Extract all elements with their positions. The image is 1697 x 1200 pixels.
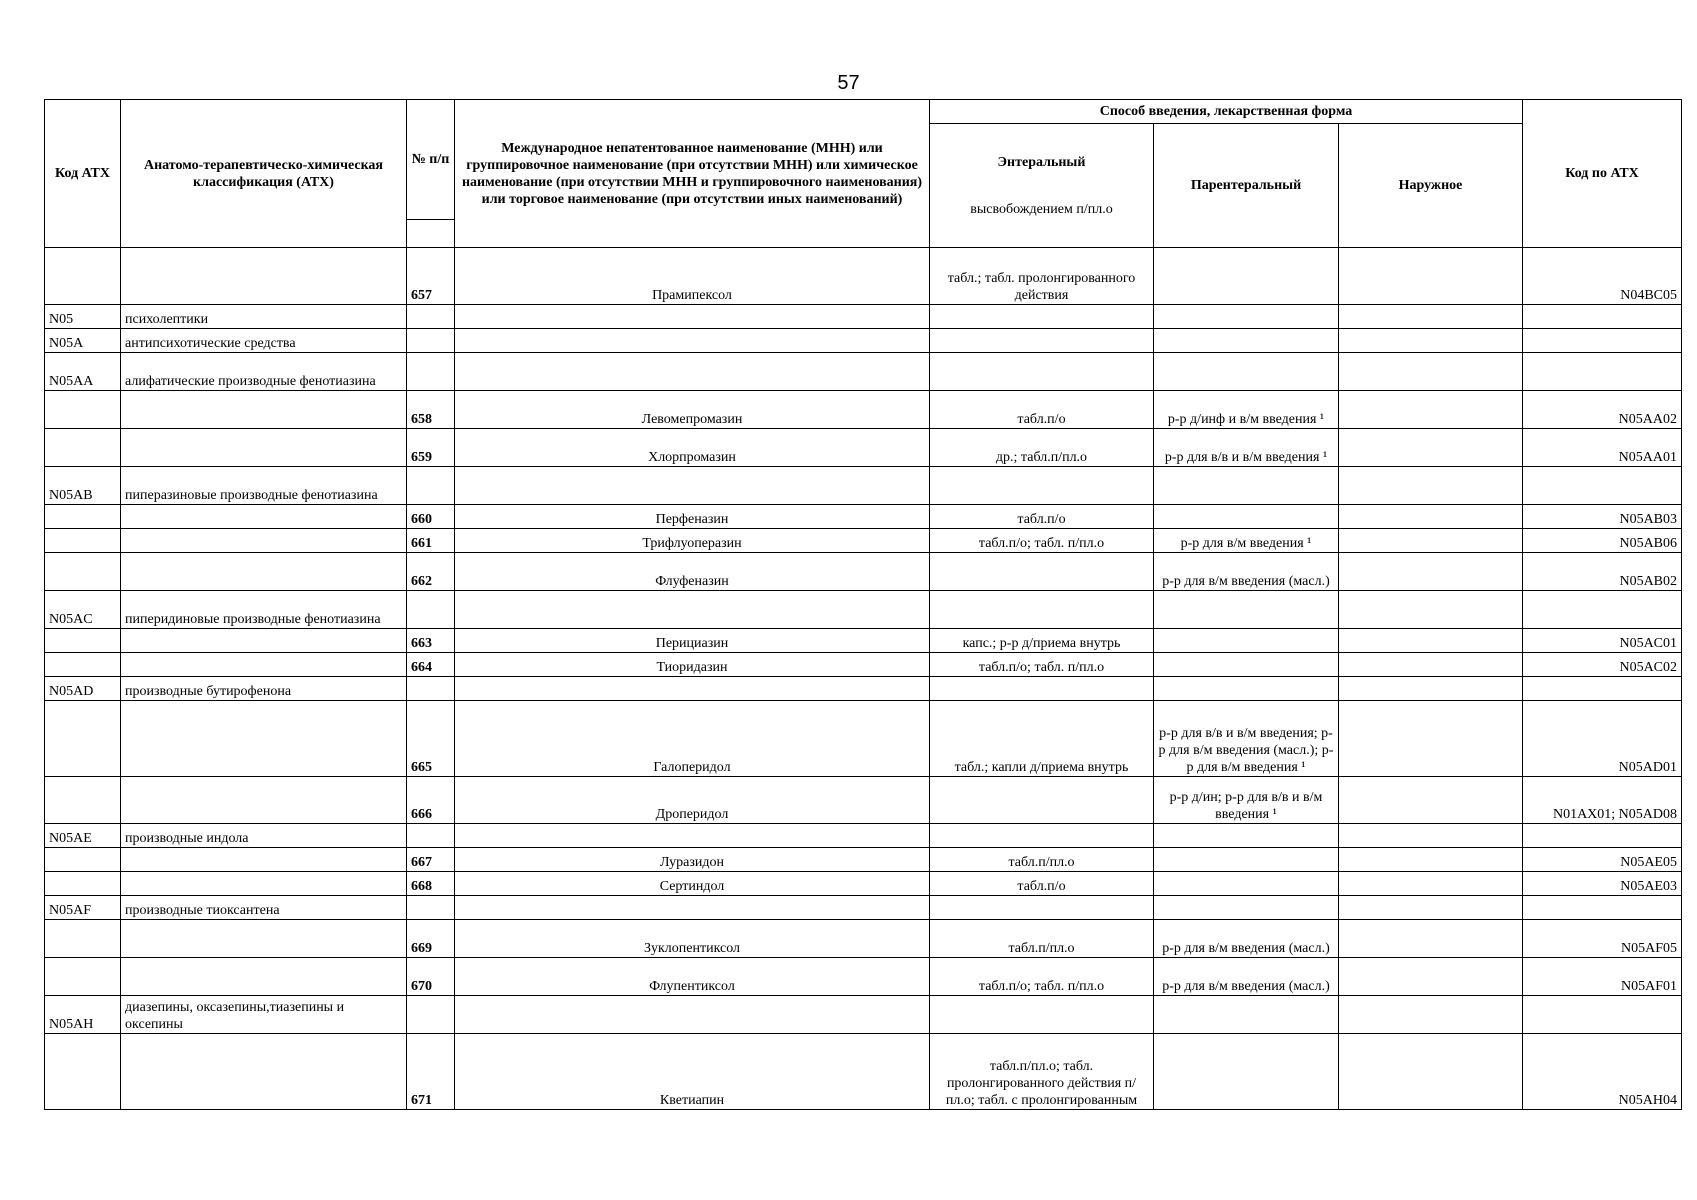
table-body — [45, 248, 1682, 1110]
header-route-group: Способ введения, лекарственная форма — [930, 100, 1523, 124]
drug-name — [455, 353, 930, 391]
atx-code: N05AB03 — [1523, 505, 1682, 529]
atx-group-code: N05AA — [45, 353, 121, 391]
drug-name: Дроперидол — [455, 777, 930, 824]
table-row — [45, 848, 1682, 872]
parenteral-form: р-р для в/м введения (масл.) — [1154, 920, 1339, 958]
atx-code: N05AC02 — [1523, 653, 1682, 677]
atx-code — [1523, 329, 1682, 353]
atx-code: N05AA01 — [1523, 429, 1682, 467]
drug-name: Тиоридазин — [455, 653, 930, 677]
drug-name — [455, 996, 930, 1034]
parenteral-form — [1154, 848, 1339, 872]
table-row — [45, 329, 1682, 353]
classification — [121, 429, 407, 467]
external-form — [1339, 896, 1523, 920]
header-enteral-carryover: высвобождением п/пл.о — [970, 201, 1113, 217]
parenteral-form — [1154, 996, 1339, 1034]
atx-group-code: N05AC — [45, 591, 121, 629]
item-number: 664 — [407, 653, 455, 677]
item-number — [407, 896, 455, 920]
item-number: 665 — [407, 701, 455, 777]
drug-name — [455, 305, 930, 329]
drug-name: Левомепромазин — [455, 391, 930, 429]
parenteral-form — [1154, 591, 1339, 629]
external-form — [1339, 848, 1523, 872]
enteral-form: табл.п/о; табл. п/пл.о — [930, 958, 1154, 996]
enteral-form: табл.п/о; табл. п/пл.о — [930, 529, 1154, 553]
atx-code: N05AE03 — [1523, 872, 1682, 896]
classification: алифатические производные фенотиазина — [121, 353, 407, 391]
atx-group-code — [45, 777, 121, 824]
enteral-form — [930, 591, 1154, 629]
atx-group-code — [45, 958, 121, 996]
enteral-form — [930, 553, 1154, 591]
atx-group-code: N05 — [45, 305, 121, 329]
atx-group-code — [45, 653, 121, 677]
classification: производные индола — [121, 824, 407, 848]
classification — [121, 248, 407, 305]
enteral-form: табл.; капли д/приема внутрь — [930, 701, 1154, 777]
table-row — [45, 467, 1682, 505]
enteral-form — [930, 777, 1154, 824]
external-form — [1339, 591, 1523, 629]
atx-code — [1523, 591, 1682, 629]
atx-code — [1523, 996, 1682, 1034]
atx-code — [1523, 305, 1682, 329]
item-number: 670 — [407, 958, 455, 996]
item-number — [407, 591, 455, 629]
item-number — [407, 353, 455, 391]
atx-group-code — [45, 1034, 121, 1110]
enteral-form: табл.п/пл.о — [930, 920, 1154, 958]
item-number: 661 — [407, 529, 455, 553]
header-parenteral: Парентеральный — [1154, 124, 1339, 248]
classification: психолептики — [121, 305, 407, 329]
table-row — [45, 701, 1682, 777]
table-row — [45, 529, 1682, 553]
table-row — [45, 920, 1682, 958]
classification: производные бутирофенона — [121, 677, 407, 701]
parenteral-form — [1154, 872, 1339, 896]
table-row — [45, 248, 1682, 305]
enteral-form — [930, 353, 1154, 391]
item-number: 658 — [407, 391, 455, 429]
atx-code: N05AH04 — [1523, 1034, 1682, 1110]
table-row — [45, 353, 1682, 391]
enteral-form: табл.п/пл.о — [930, 848, 1154, 872]
item-number — [407, 329, 455, 353]
atx-group-code — [45, 701, 121, 777]
drug-name — [455, 677, 930, 701]
item-number: 668 — [407, 872, 455, 896]
enteral-form: капс.; р-р д/приема внутрь — [930, 629, 1154, 653]
table-row — [45, 958, 1682, 996]
external-form — [1339, 553, 1523, 591]
item-number: 662 — [407, 553, 455, 591]
header-number-sub — [407, 220, 455, 248]
classification: диазепины, оксазепины,тиазепины и оксепины — [121, 996, 407, 1034]
parenteral-form: р-р для в/м введения ¹ — [1154, 529, 1339, 553]
parenteral-form — [1154, 824, 1339, 848]
page-number: 57 — [837, 72, 860, 94]
atx-group-code: N05A — [45, 329, 121, 353]
external-form — [1339, 467, 1523, 505]
atx-group-code — [45, 248, 121, 305]
enteral-form: табл.п/о — [930, 391, 1154, 429]
enteral-form: др.; табл.п/пл.о — [930, 429, 1154, 467]
drug-name: Прамипексол — [455, 248, 930, 305]
atx-code: N05AF01 — [1523, 958, 1682, 996]
drug-name: Флупентиксол — [455, 958, 930, 996]
drug-name: Перфеназин — [455, 505, 930, 529]
drug-name — [455, 824, 930, 848]
parenteral-form: р-р для в/в и в/м введения; р-р для в/м введения (масл.); р-р для в/м введения ¹ — [1154, 701, 1339, 777]
external-form — [1339, 505, 1523, 529]
atx-code: N05AF05 — [1523, 920, 1682, 958]
item-number: 667 — [407, 848, 455, 872]
external-form — [1339, 824, 1523, 848]
external-form — [1339, 391, 1523, 429]
atx-group-code: N05AB — [45, 467, 121, 505]
item-number — [407, 996, 455, 1034]
drug-name — [455, 591, 930, 629]
drug-name — [455, 896, 930, 920]
table-row — [45, 629, 1682, 653]
drug-name: Флуфеназин — [455, 553, 930, 591]
atx-group-code: N05AE — [45, 824, 121, 848]
parenteral-form — [1154, 629, 1339, 653]
atx-group-code — [45, 429, 121, 467]
classification: пиперидиновые производные фенотиазина — [121, 591, 407, 629]
header-classification: Анатомо-терапевтическо-химическая классификация (АТХ) — [121, 100, 407, 248]
external-form — [1339, 248, 1523, 305]
atx-code: N05AE05 — [1523, 848, 1682, 872]
atx-code — [1523, 824, 1682, 848]
item-number — [407, 305, 455, 329]
item-number — [407, 824, 455, 848]
atx-group-code — [45, 505, 121, 529]
classification: антипсихотические средства — [121, 329, 407, 353]
table-row — [45, 653, 1682, 677]
external-form — [1339, 429, 1523, 467]
external-form — [1339, 353, 1523, 391]
external-form — [1339, 677, 1523, 701]
table-row — [45, 777, 1682, 824]
table-row — [45, 305, 1682, 329]
item-number: 660 — [407, 505, 455, 529]
atx-code: N05AD01 — [1523, 701, 1682, 777]
item-number: 657 — [407, 248, 455, 305]
atx-group-code — [45, 529, 121, 553]
classification — [121, 958, 407, 996]
header-external: Наружное — [1339, 124, 1523, 248]
external-form — [1339, 629, 1523, 653]
parenteral-form — [1154, 248, 1339, 305]
atx-code: N05AB06 — [1523, 529, 1682, 553]
item-number — [407, 467, 455, 505]
enteral-form: табл.п/о — [930, 505, 1154, 529]
classification — [121, 529, 407, 553]
enteral-form — [930, 896, 1154, 920]
external-form — [1339, 872, 1523, 896]
enteral-form — [930, 824, 1154, 848]
external-form — [1339, 529, 1523, 553]
external-form — [1339, 305, 1523, 329]
atx-group-code — [45, 920, 121, 958]
table-row — [45, 824, 1682, 848]
parenteral-form — [1154, 677, 1339, 701]
atx-group-code — [45, 872, 121, 896]
drug-name: Зуклопентиксол — [455, 920, 930, 958]
classification — [121, 920, 407, 958]
enteral-form — [930, 677, 1154, 701]
external-form — [1339, 920, 1523, 958]
parenteral-form — [1154, 896, 1339, 920]
atx-group-code — [45, 629, 121, 653]
drug-name: Кветиапин — [455, 1034, 930, 1110]
parenteral-form: р-р для в/в и в/м введения ¹ — [1154, 429, 1339, 467]
atx-code — [1523, 467, 1682, 505]
table-header — [45, 100, 1682, 248]
external-form — [1339, 958, 1523, 996]
drug-classification-table — [44, 99, 1682, 1110]
drug-name: Сертиндол — [455, 872, 930, 896]
header-enteral-label: Энтеральный — [997, 154, 1086, 170]
drug-name — [455, 329, 930, 353]
header-enteral — [930, 124, 1154, 248]
classification — [121, 505, 407, 529]
atx-group-code: N05AD — [45, 677, 121, 701]
atx-code: N01AX01; N05AD08 — [1523, 777, 1682, 824]
atx-code — [1523, 353, 1682, 391]
parenteral-form: р-р д/ин; р-р для в/в и в/м введения ¹ — [1154, 777, 1339, 824]
external-form — [1339, 1034, 1523, 1110]
atx-code: N05AC01 — [1523, 629, 1682, 653]
external-form — [1339, 329, 1523, 353]
enteral-form: табл.; табл. пролонгированного действия — [930, 248, 1154, 305]
header-inn: Международное непатентованное наименование (МНН) или группировочное наименование (при отсутствии МНН) или химическое наименование (при отсутствии МНН и группировочного наименования) или торговое наименование (при отсутствии иных наименований) — [455, 100, 930, 248]
external-form — [1339, 701, 1523, 777]
enteral-form — [930, 329, 1154, 353]
header-atx-code: Код по АТХ — [1523, 100, 1682, 248]
classification — [121, 391, 407, 429]
atx-group-code: N05AH — [45, 996, 121, 1034]
drug-name: Трифлуоперазин — [455, 529, 930, 553]
classification — [121, 1034, 407, 1110]
drug-name: Хлорпромазин — [455, 429, 930, 467]
atx-code: N05AB02 — [1523, 553, 1682, 591]
header-code: Код АТХ — [45, 100, 121, 248]
classification: производные тиоксантена — [121, 896, 407, 920]
header-number: № п/п — [407, 100, 455, 220]
drug-name: Галоперидол — [455, 701, 930, 777]
external-form — [1339, 777, 1523, 824]
item-number: 659 — [407, 429, 455, 467]
item-number: 663 — [407, 629, 455, 653]
atx-code: N05AA02 — [1523, 391, 1682, 429]
classification — [121, 653, 407, 677]
enteral-form — [930, 305, 1154, 329]
table-row — [45, 505, 1682, 529]
parenteral-form — [1154, 505, 1339, 529]
table-row — [45, 872, 1682, 896]
item-number: 669 — [407, 920, 455, 958]
parenteral-form: р-р для в/м введения (масл.) — [1154, 958, 1339, 996]
parenteral-form: р-р д/инф и в/м введения ¹ — [1154, 391, 1339, 429]
classification — [121, 777, 407, 824]
table-row — [45, 996, 1682, 1034]
table-row — [45, 429, 1682, 467]
enteral-form — [930, 467, 1154, 505]
table-row — [45, 553, 1682, 591]
enteral-form — [930, 996, 1154, 1034]
table-row — [45, 591, 1682, 629]
parenteral-form — [1154, 467, 1339, 505]
table-row — [45, 677, 1682, 701]
table-row — [45, 391, 1682, 429]
atx-group-code: N05AF — [45, 896, 121, 920]
classification: пиперазиновые производные фенотиазина — [121, 467, 407, 505]
parenteral-form: р-р для в/м введения (масл.) — [1154, 553, 1339, 591]
parenteral-form — [1154, 305, 1339, 329]
enteral-form: табл.п/пл.о; табл. пролонгированного действия п/пл.о; табл. с пролонгированным — [930, 1034, 1154, 1110]
classification — [121, 629, 407, 653]
external-form — [1339, 653, 1523, 677]
item-number: 666 — [407, 777, 455, 824]
enteral-form: табл.п/о — [930, 872, 1154, 896]
classification — [121, 872, 407, 896]
item-number — [407, 677, 455, 701]
parenteral-form — [1154, 653, 1339, 677]
classification — [121, 848, 407, 872]
parenteral-form — [1154, 353, 1339, 391]
classification — [121, 553, 407, 591]
external-form — [1339, 996, 1523, 1034]
atx-group-code — [45, 391, 121, 429]
atx-code — [1523, 677, 1682, 701]
atx-code — [1523, 896, 1682, 920]
atx-code: N04BC05 — [1523, 248, 1682, 305]
drug-name: Перициазин — [455, 629, 930, 653]
drug-name: Луразидон — [455, 848, 930, 872]
drug-name — [455, 467, 930, 505]
table-row — [45, 896, 1682, 920]
classification — [121, 701, 407, 777]
atx-group-code — [45, 553, 121, 591]
parenteral-form — [1154, 1034, 1339, 1110]
table-row — [45, 1034, 1682, 1110]
enteral-form: табл.п/о; табл. п/пл.о — [930, 653, 1154, 677]
item-number: 671 — [407, 1034, 455, 1110]
atx-group-code — [45, 848, 121, 872]
parenteral-form — [1154, 329, 1339, 353]
